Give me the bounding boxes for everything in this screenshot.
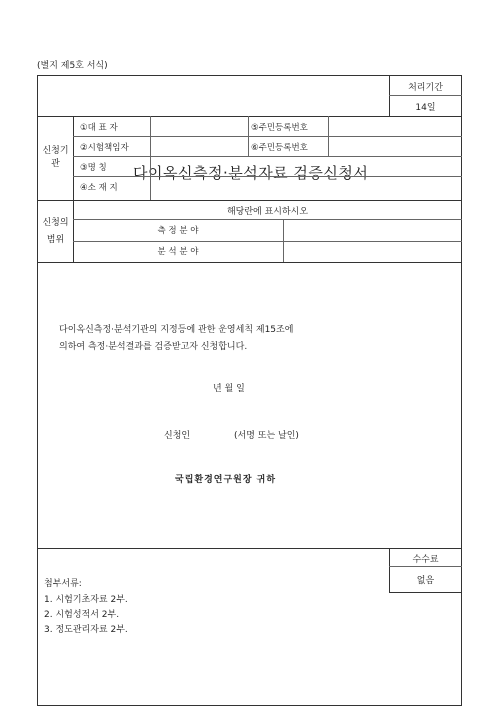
applicant-section-label-2: 관 <box>51 159 60 169</box>
attachments-header: 첨부서류: <box>44 579 82 589</box>
form-frame <box>37 75 462 706</box>
registration-number-label: ⑤주민등록번호 <box>251 123 308 133</box>
processing-period-label: 처리기간 <box>408 83 443 93</box>
divider <box>73 116 74 200</box>
registration-number-label-2: ⑥주민등록번호 <box>251 143 308 153</box>
scope-instruction: 해당란에 표시하시오 <box>226 207 309 217</box>
representative-label: ①대 표 자 <box>80 123 118 133</box>
attachment-item: 1. 시험기초자료 2부. <box>44 595 128 605</box>
divider <box>73 241 462 242</box>
divider <box>38 262 462 263</box>
divider <box>389 592 462 593</box>
test-manager-label: ②시험책임자 <box>80 143 129 153</box>
divider <box>389 566 462 567</box>
scope-label-2: 범위 <box>46 235 65 245</box>
application-date: 년 월 일 <box>213 384 245 394</box>
attachment-item: 2. 시험성적서 2부. <box>44 610 120 620</box>
processing-period-value: 14일 <box>415 103 436 113</box>
addressee: 국립환경연구원장 귀하 <box>175 475 277 485</box>
divider <box>389 95 462 96</box>
name-label: ③명 칭 <box>80 163 107 173</box>
applicant-section-label: 신청기 <box>42 146 69 156</box>
form-number-label: (별지 제5호 서식) <box>37 61 108 71</box>
divider <box>73 156 462 157</box>
divider <box>38 548 462 549</box>
fee-value: 없음 <box>416 576 435 586</box>
address-label: ④소 재 지 <box>80 183 118 193</box>
fee-label: 수수료 <box>412 555 439 565</box>
divider <box>283 219 284 262</box>
analysis-field-label: 분 석 분 야 <box>157 247 199 257</box>
divider <box>73 176 462 177</box>
applicant-label: 신청인 <box>164 431 191 441</box>
divider <box>328 116 329 156</box>
divider <box>248 116 249 156</box>
measurement-field-label: 측 정 분 야 <box>157 226 199 236</box>
divider <box>73 219 462 220</box>
form-title: 다이옥신측정·분석자료 검증신청서 <box>133 164 369 182</box>
application-statement-line-2: 의하여 측정·분석결과를 검증받고자 신청합니다. <box>59 342 248 352</box>
application-statement-line-1: 다이옥신측정·분석기관의 지정등에 관한 운영세칙 제15조에 <box>59 325 294 335</box>
divider <box>38 200 462 201</box>
attachment-item: 3. 정도관리자료 2부. <box>44 625 128 635</box>
scope-label: 신청의 <box>42 218 69 228</box>
divider <box>38 116 462 117</box>
signature-label: (서명 또는 날인) <box>234 431 299 441</box>
divider <box>73 136 462 137</box>
divider <box>150 116 151 200</box>
